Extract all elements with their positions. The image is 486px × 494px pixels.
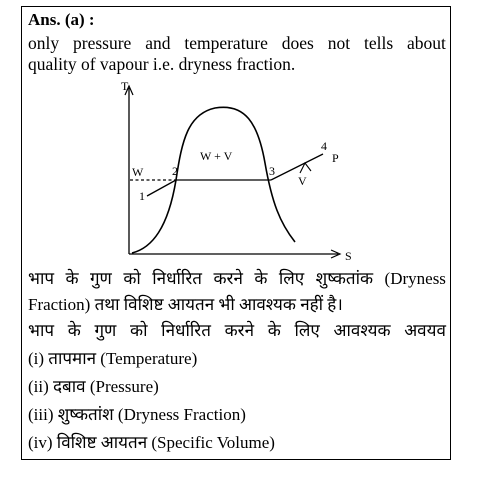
hindi-word: को — [130, 321, 148, 340]
point-2-label: 2 — [172, 164, 178, 178]
list-item-temperature: (i) तापमान (Temperature) — [28, 349, 198, 368]
hindi-word: को — [123, 269, 141, 288]
intro-line-1 — [28, 35, 446, 53]
hindi-word: (Dryness — [384, 269, 446, 288]
list-item-specific-volume: (iv) विशिष्ट आयतन (Specific Volume) — [28, 433, 275, 452]
point-4-label: 4 — [321, 139, 327, 153]
wet-vapour-label: W + V — [200, 149, 233, 163]
hindi-word: के — [267, 321, 281, 340]
hindi-word: भाप — [28, 269, 55, 288]
hindi-word: आवश्यक — [333, 321, 391, 340]
hindi-word: गुण — [94, 321, 117, 340]
hindi-word: निर्धारित — [152, 269, 202, 288]
intro-word: and — [145, 33, 171, 53]
intro-word: tells — [363, 33, 394, 53]
list-item-pressure: (ii) दबाव (Pressure) — [28, 377, 159, 396]
vapour-label: V — [298, 174, 307, 188]
hindi-line-1 — [28, 270, 446, 287]
hindi-word: लिए — [278, 269, 305, 288]
hindi-word: शुष्कतांक — [315, 269, 374, 288]
hindi-word: निर्धारित — [161, 321, 211, 340]
intro-word: pressure — [73, 33, 132, 53]
hindi-word: लिए — [294, 321, 320, 340]
hindi-word: के — [67, 321, 81, 340]
hindi-word: भाप — [28, 321, 55, 340]
intro-line-2: quality of vapour i.e. dryness fraction. — [28, 54, 296, 74]
hindi-word: करने — [213, 269, 243, 288]
intro-word: temperature — [184, 33, 268, 53]
hindi-word: के — [254, 269, 268, 288]
hindi-line-2: Fraction) तथा विशिष्ट आयतन भी आवश्यक नहीं है। — [28, 295, 343, 314]
pressure-label: P — [332, 151, 339, 165]
t-axis-label: T — [121, 79, 129, 93]
hindi-word: करने — [224, 321, 255, 340]
answer-heading: Ans. (a) : — [28, 10, 95, 29]
intro-word: not — [327, 33, 351, 53]
point-3-label: 3 — [269, 164, 275, 178]
hindi-word: अवयव — [404, 321, 446, 340]
s-axis-label: S — [345, 249, 352, 263]
intro-word: about — [407, 33, 446, 53]
hindi-word: के — [65, 269, 79, 288]
superheat-line — [271, 154, 323, 180]
compressed-liquid-line — [147, 180, 176, 196]
intro-word: does — [281, 33, 314, 53]
intro-word: only — [28, 33, 60, 53]
list-item-dryness-fraction: (iii) शुष्कतांश (Dryness Fraction) — [28, 405, 246, 424]
point-1-label: 1 — [139, 189, 145, 203]
hindi-word: गुण — [89, 269, 112, 288]
water-label: W — [132, 165, 144, 179]
ts-diagram — [100, 78, 360, 268]
hindi-line-3 — [28, 322, 446, 339]
